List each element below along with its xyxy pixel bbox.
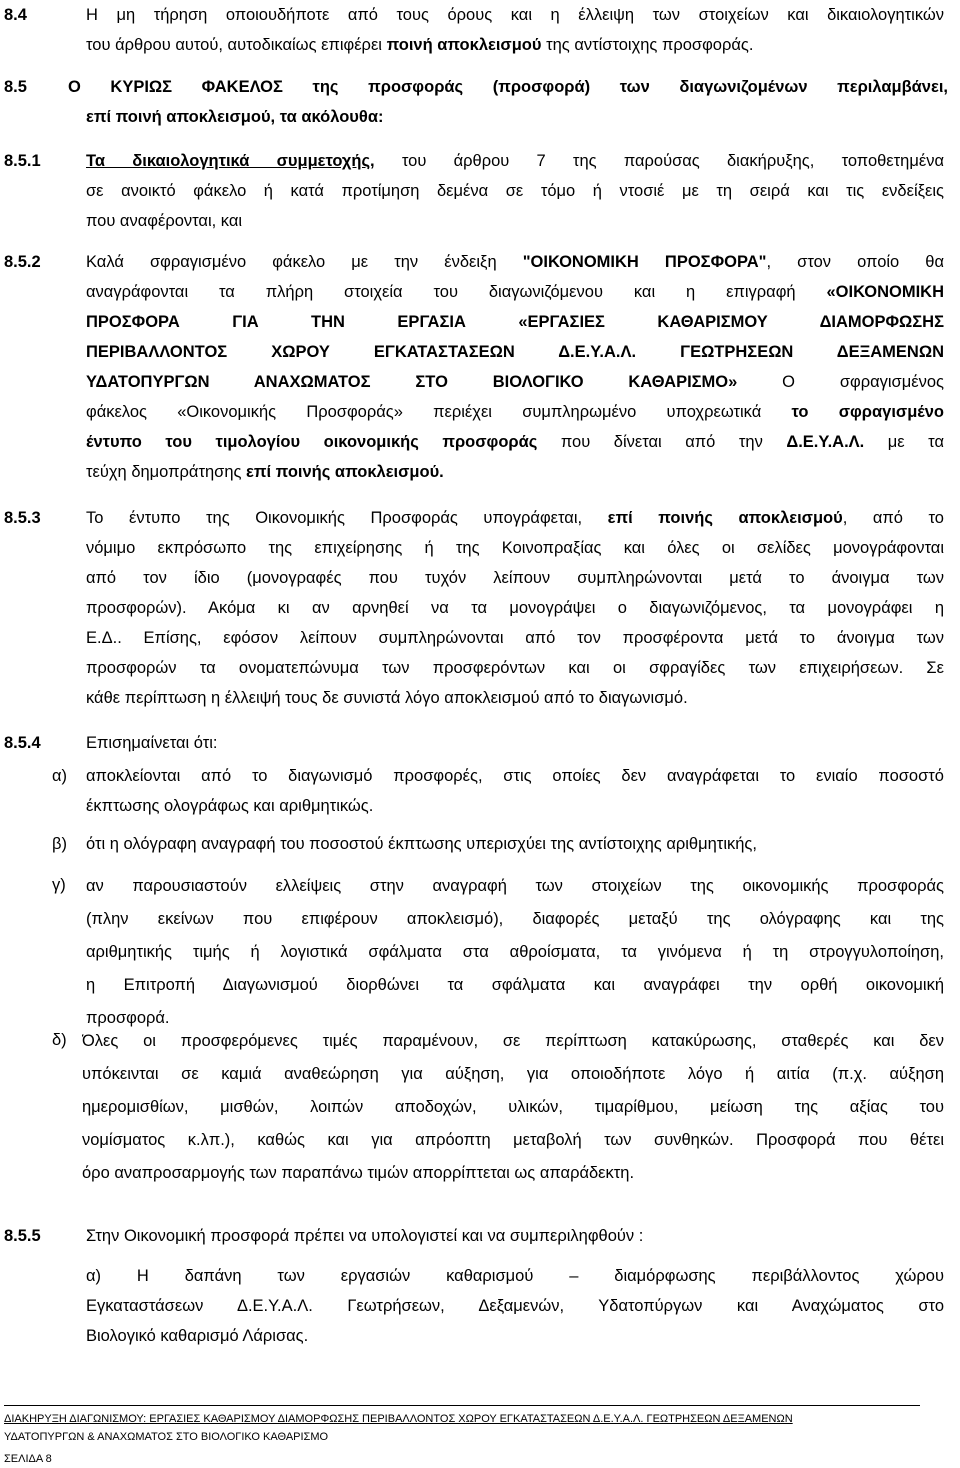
- list-label-d: δ): [52, 1031, 67, 1049]
- text-line: ΠΕΡΙΒΑΛΛΟΝΤΟΣ ΧΩΡΟΥ ΕΓΚΑΤΑΣΤΑΣΕΩΝ Δ.Ε.Υ.Α.Λ. ΓΕΩΤΡΗΣΕΩΝ ΔΕΞΑΜΕΝΩΝ: [86, 343, 944, 361]
- page-footer: [4, 1405, 920, 1468]
- text-line: (πλην εκείνων που επιφέρουν αποκλεισμό), διαφορές μεταξύ της ολόγραφης και της: [86, 910, 944, 928]
- section-number-8-5-4: 8.5.4: [4, 734, 41, 752]
- text-line: ΠΡΟΣΦΟΡΑ ΓΙΑ ΤΗΝ ΕΡΓΑΣΙΑ «ΕΡΓΑΣΙΕΣ ΚΑΘΑΡΙΣΜΟΥ ΔΙΑΜΟΡΦΩΣΗΣ: [86, 313, 944, 331]
- section-8-5-5-item-a: [86, 1261, 944, 1351]
- text-line: όρο αναπροσαρμογής των παραπάνω τιμών απορρίπτεται ως απαράδεκτη.: [82, 1164, 635, 1182]
- text-line: από τον ίδιο (μονογραφές που τυχόν λείπουν συμπληρώνονται μετά το άνοιγμα των: [86, 569, 944, 587]
- section-8-5-3-text: [86, 503, 944, 713]
- text-line: αναγράφονται τα πλήρη στοιχεία του διαγωνιζόμενου και η επιγραφή «ΟΙΚΟΝΟΜΙΚΗ: [86, 283, 944, 301]
- text-line: έντυπο του τιμολογίου οικονομικής προσφοράς που δίνεται από την Δ.Ε.Υ.Α.Λ. με τα: [86, 433, 944, 451]
- section-number-8-5-5: 8.5.5: [4, 1227, 41, 1245]
- text-line: φάκελος «Οικονομικής Προσφοράς» περιέχει συμπληρωμένο υποχρεωτικά το σφραγισμένο: [86, 403, 944, 421]
- text-line: επί ποινή αποκλεισμού, τα ακόλουθα:: [86, 108, 384, 126]
- list-item-c: [86, 870, 944, 1035]
- footer-title-line-1: ΔΙΑΚΗΡΥΞΗ ΔΙΑΓΩΝΙΣΜΟΥ: ΕΡΓΑΣΙΕΣ ΚΑΘΑΡΙΣΜΟΥ ΔΙΑΜΟΡΦΩΣΗΣ ΠΕΡΙΒΑΛΛΟΝΤΟΣ ΧΩΡΟΥ ΕΓΚΑΤΑΣΤΑΣΕΩΝ Δ.Ε.Υ.Α.Λ. ΓΕΩΤΡΗΣΕΩΝ ΔΕΞΑΜΕΝΩΝ: [4, 1413, 793, 1425]
- text-line: Εγκαταστάσεων Δ.Ε.Υ.Α.Λ. Γεωτρήσεων, Δεξαμενών, Υδατοπύργων και Αναχώματος στο: [86, 1297, 944, 1315]
- section-number-8-5-2: 8.5.2: [4, 253, 41, 271]
- text-line: ημερομισθίων, μισθών, λοιπών αποδοχών, υλικών, τιμαρίθμου, μείωση της αξίας του: [82, 1098, 944, 1116]
- list-label-b: β): [52, 835, 67, 853]
- section-8-4-text: [86, 0, 944, 60]
- footer-title-line-2: ΥΔΑΤΟΠΥΡΓΩΝ & ΑΝΑΧΩΜΑΤΟΣ ΣΤΟ ΒΙΟΛΟΓΙΚΟ ΚΑΘΑΡΙΣΜΟ: [4, 1431, 329, 1443]
- list-label-a: α): [52, 767, 68, 785]
- text-line: νόμιμο εκπρόσωπο της επιχείρησης ή της Κοινοπραξίας και όλες οι σελίδες μονογράφονται: [86, 539, 944, 557]
- text-line: προσφορών). Ακόμα κι αν αρνηθεί να τα μονογράψει ο διαγωνιζόμενος, τα μονογράφει η: [86, 599, 944, 617]
- text-line: έκπτωσης ολογράφως και αριθμητικώς.: [86, 797, 374, 815]
- text-line: Επισημαίνεται ότι:: [86, 734, 218, 752]
- list-item-b: [86, 829, 944, 859]
- text-line: που αναφέρονται, και: [86, 212, 243, 230]
- text-line: α) Η δαπάνη των εργασιών καθαρισμού – διαμόρφωσης περιβάλλοντος χώρου: [86, 1267, 944, 1285]
- section-8-5-4-intro: [86, 728, 944, 758]
- section-number-8-5: 8.5: [4, 78, 27, 96]
- text-line: Τα δικαιολογητικά συμμετοχής, του άρθρου 7 της παρούσας διακήρυξης, τοποθετημένα: [86, 152, 944, 170]
- text-line: αν παρουσιαστούν ελλείψεις στην αναγραφή των στοιχείων της οικονομικής προσφοράς: [86, 877, 944, 895]
- text-line: Όλες οι προσφερόμενες τιμές παραμένουν, σε περίπτωση κατακύρωσης, σταθερές και δεν: [82, 1032, 944, 1050]
- section-number-8-5-1: 8.5.1: [4, 152, 41, 170]
- list-item-d: [82, 1025, 944, 1190]
- text-line: η Επιτροπή Διαγωνισμού διορθώνει τα σφάλματα και αναγράφει την ορθή οικονομική: [86, 976, 944, 994]
- section-8-5-5-intro: [86, 1221, 944, 1251]
- text-line: Βιολογικό καθαρισμό Λάρισας.: [86, 1327, 309, 1345]
- section-8-5-2-text: [86, 247, 944, 487]
- section-number-8-5-3: 8.5.3: [4, 509, 41, 527]
- text-line: Στην Οικονομική προσφορά πρέπει να υπολογιστεί και να συμπεριληφθούν :: [86, 1227, 644, 1245]
- text-line: ΥΔΑΤΟΠΥΡΓΩΝ ΑΝΑΧΩΜΑΤΟΣ ΣΤΟ ΒΙΟΛΟΓΙΚΟ ΚΑΘΑΡΙΣΜΟ» Ο σφραγισμένος: [86, 373, 944, 391]
- text-line: Το έντυπο της Οικονομικής Προσφοράς υπογράφεται, επί ποινής αποκλεισμού, από το: [86, 509, 944, 527]
- page-number: ΣΕΛΙΔΑ 8: [4, 1453, 52, 1465]
- text-line: προσφορών τα ονοματεπώνυμα των προσφερόντων και οι σφραγίδες των επιχειρήσεων. Σε: [86, 659, 944, 677]
- text-line: ότι η ολόγραφη αναγραφή του ποσοστού έκπτωσης υπερισχύει της αντίστοιχης αριθμητικής,: [86, 835, 757, 853]
- text-line: προσφορά.: [86, 1009, 170, 1027]
- text-line: σε ανοικτό φάκελο ή κατά προτίμηση δεμένα σε τόμο ή ντοσιέ με τη σειρά και τις ενδείξεις: [86, 182, 944, 200]
- section-number-8-4: 8.4: [4, 6, 27, 24]
- text-line: αποκλείονται από το διαγωνισμό προσφορές, στις οποίες δεν αναγράφεται το ενιαίο ποσοστό: [86, 767, 944, 785]
- text-line: Ε.Δ.. Επίσης, εφόσον λείπουν συμπληρώνονται από τον προσφέροντα μετά το άνοιγμα των: [86, 629, 944, 647]
- text-line: Ο ΚΥΡΙΩΣ ΦΑΚΕΛΟΣ της προσφοράς (προσφορά) των διαγωνιζομένων περιλαμβάνει,: [68, 78, 948, 96]
- list-item-a: [86, 761, 944, 821]
- text-line: του άρθρου αυτού, αυτοδικαίως επιφέρει ποινή αποκλεισμού της αντίστοιχης προσφοράς.: [86, 36, 754, 54]
- text-line: Η μη τήρηση οποιουδήποτε από τους όρους και η έλλειψη των στοιχείων και δικαιολογητικών: [86, 6, 944, 24]
- text-line: κάθε περίπτωση η έλλειψή τους δε συνιστά λόγο αποκλεισμού από το διαγωνισμό.: [86, 689, 688, 707]
- text-line: Καλά σφραγισμένο φάκελο με την ένδειξη "ΟΙΚΟΝΟΜΙΚΗ ΠΡΟΣΦΟΡΑ", στον οποίο θα: [86, 253, 944, 271]
- text-line: αριθμητικής τιμής ή λογιστικά σφάλματα στα αθροίσματα, τα γινόμενα ή τη στρογγυλοποίηση,: [86, 943, 944, 961]
- text-line: υπόκεινται σε καμιά αναθεώρηση για αύξηση, για οποιοδήποτε λόγο ή αιτία (π.χ. αύξηση: [82, 1065, 944, 1083]
- section-8-5-1-text: [86, 146, 944, 236]
- text-line: τεύχη δημοπράτησης επί ποινής αποκλεισμού.: [86, 463, 444, 481]
- text-line: νομίσματος κ.λπ.), καθώς και για απρόοπτη μεταβολή των συνθηκών. Προσφορά που θέτει: [82, 1131, 944, 1149]
- list-label-c: γ): [52, 876, 66, 894]
- section-8-5-heading: [68, 72, 948, 132]
